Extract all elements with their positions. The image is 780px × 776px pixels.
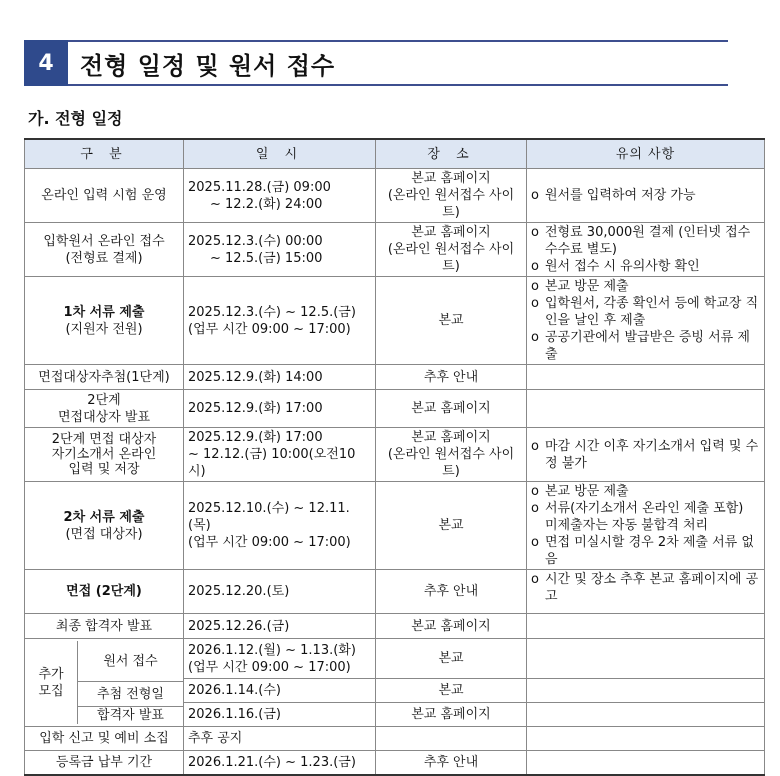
row-notes	[527, 679, 765, 703]
row-notes	[527, 223, 765, 277]
row-category	[25, 751, 184, 775]
row-place	[376, 703, 527, 727]
date-line: (업무 시간 09:00 ~ 17:00)	[188, 659, 351, 675]
note-item: o 마감 시간 이후 자기소개서 입력 및 수정 불가	[531, 438, 760, 472]
category-text: 면접대상자추첨(1단계)	[38, 369, 170, 385]
row-place	[376, 751, 527, 775]
category-text: 최종 합격자 발표	[55, 618, 153, 634]
category-text: (전형료 결제)	[65, 250, 143, 266]
date-line: ~ 12.12.(금) 10:00(오전10시)	[188, 447, 356, 479]
row-place	[376, 390, 527, 428]
note-item: o 본교 방문 제출	[531, 483, 760, 500]
row-notes	[527, 365, 765, 390]
additional-category: 합격자 발표	[97, 708, 164, 723]
category-text: 2차 서류 제출	[63, 509, 145, 525]
row-notes	[527, 428, 765, 482]
date-line: 2025.12.9.(화) 14:00	[188, 369, 323, 385]
place-line: 본교 홈페이지	[411, 430, 491, 445]
category-text: (지원자 전원)	[65, 321, 143, 337]
date-line: 2026.1.16.(금)	[188, 707, 281, 722]
place-line: 본교	[438, 651, 464, 666]
note-item: o 서류(자기소개서 온라인 제출 포함) 미제출자는 자동 불합격 처리	[531, 500, 760, 534]
col-category: 구 분	[25, 139, 184, 169]
row-date	[184, 223, 376, 277]
row-place	[376, 169, 527, 223]
row-place	[376, 639, 527, 679]
table-row	[25, 482, 765, 570]
place-line: 본교	[438, 683, 464, 698]
date-line: (업무 시간 09:00 ~ 17:00)	[188, 535, 351, 550]
category-text: 1차 서류 제출	[63, 304, 145, 320]
row-date	[184, 614, 376, 639]
row-notes	[527, 482, 765, 570]
row-date	[184, 365, 376, 390]
row-place	[376, 570, 527, 614]
row-date	[184, 679, 376, 703]
row-date	[184, 703, 376, 727]
table-row	[25, 570, 765, 614]
col-date: 일 시	[184, 139, 376, 169]
date-line: 2025.11.28.(금) 09:00	[188, 179, 331, 195]
place-line: (온라인 원서접수 사이트)	[387, 242, 515, 274]
note-item: o 본교 방문 제출	[531, 278, 760, 295]
row-category	[25, 277, 184, 365]
col-notes: 유의 사항	[527, 139, 765, 169]
place-line: (온라인 원서접수 사이트)	[387, 447, 515, 479]
row-notes	[527, 703, 765, 727]
category-text: 입학원서 온라인 접수	[43, 233, 165, 249]
table-row	[25, 639, 765, 679]
subsection-title: 가. 전형 일정	[28, 109, 123, 128]
date-line: 추후 공지	[188, 731, 243, 746]
place-line: 본교	[438, 313, 464, 328]
header-top-rule	[68, 40, 728, 42]
row-notes	[527, 390, 765, 428]
row-category	[25, 169, 184, 223]
category-text: 2단계	[87, 392, 121, 408]
row-notes	[527, 727, 765, 751]
category-text: 입학 신고 및 예비 소집	[39, 731, 169, 746]
place-line: 본교 홈페이지	[411, 618, 491, 634]
row-notes	[527, 614, 765, 639]
additional-label-line: 모집	[38, 683, 64, 699]
row-notes	[527, 277, 765, 365]
row-place	[376, 614, 527, 639]
row-date	[184, 570, 376, 614]
note-item: o 공공기관에서 발급받은 증빙 서류 제출	[531, 329, 760, 363]
category-text: (면접 대상자)	[65, 526, 143, 542]
row-category	[25, 223, 184, 277]
table-row	[25, 223, 765, 277]
row-date	[184, 751, 376, 775]
date-line: ~ 12.2.(화) 24:00	[210, 196, 323, 212]
table-header-row	[25, 139, 765, 169]
place-line: 본교 홈페이지	[411, 171, 491, 186]
additional-label	[25, 641, 78, 724]
date-line: 2025.12.9.(화) 17:00	[188, 401, 323, 416]
table-row	[25, 169, 765, 223]
place-line: 본교 홈페이지	[411, 225, 491, 240]
category-text: 자기소개서 온라인	[51, 447, 157, 462]
note-item: o 원서 접수 시 유의사항 확인	[531, 258, 760, 275]
row-date	[184, 639, 376, 679]
place-line: 본교 홈페이지	[411, 707, 491, 722]
row-category	[25, 428, 184, 482]
row-place	[376, 365, 527, 390]
row-place	[376, 727, 527, 751]
row-category	[25, 482, 184, 570]
date-line: 2025.12.3.(수) 00:00	[188, 233, 323, 249]
header-bottom-rule	[68, 84, 728, 86]
category-text: 면접대상자 발표	[57, 409, 151, 425]
table-row	[25, 727, 765, 751]
date-line: 2025.12.9.(화) 17:00	[188, 430, 323, 445]
note-item: o 원서를 입력하여 저장 가능	[531, 187, 760, 204]
place-line: (온라인 원서접수 사이트)	[387, 188, 515, 220]
category-text: 2단계 면접 대상자	[51, 432, 157, 447]
note-item: o 면접 미실시할 경우 2차 제출 서류 없음	[531, 534, 760, 568]
row-category	[25, 614, 184, 639]
row-date	[184, 727, 376, 751]
category-text: 입력 및 저장	[68, 462, 140, 477]
row-place	[376, 223, 527, 277]
note-item: o 시간 및 장소 추후 본교 홈페이지에 공고	[531, 571, 760, 605]
row-category	[25, 390, 184, 428]
section-title: 전형 일정 및 원서 접수	[80, 52, 336, 80]
section-number: 4	[24, 40, 68, 86]
additional-category: 원서 접수	[78, 641, 183, 682]
table-row	[25, 428, 765, 482]
row-notes	[527, 639, 765, 679]
row-date	[184, 428, 376, 482]
row-place	[376, 482, 527, 570]
row-date	[184, 277, 376, 365]
row-notes	[527, 169, 765, 223]
row-date	[184, 482, 376, 570]
table-row	[25, 365, 765, 390]
date-line: (업무 시간 09:00 ~ 17:00)	[188, 321, 351, 337]
additional-category: 추첨 전형일	[78, 682, 183, 707]
note-item: o 입학원서, 각종 확인서 등에 학교장 직인을 날인 후 제출	[531, 295, 760, 329]
date-line: 2025.12.3.(수) ~ 12.5.(금)	[188, 304, 356, 320]
additional-label-line: 추가	[38, 666, 64, 682]
date-line: 2025.12.10.(수) ~ 12.11.(목)	[188, 501, 350, 533]
date-line: 2026.1.12.(월) ~ 1.13.(화)	[188, 642, 356, 658]
table-row	[25, 277, 765, 365]
row-place	[376, 679, 527, 703]
place-line: 추후 안내	[423, 369, 479, 385]
note-item: o 전형료 30,000원 결제 (인터넷 접수 수수료 별도)	[531, 224, 760, 258]
table-row	[25, 751, 765, 775]
row-category	[25, 727, 184, 751]
place-line: 본교	[438, 518, 464, 533]
place-line: 추후 안내	[423, 754, 479, 770]
row-category	[25, 365, 184, 390]
table-row	[25, 390, 765, 428]
date-line: ~ 12.5.(금) 15:00	[210, 250, 323, 266]
date-line: 2025.12.20.(토)	[188, 584, 290, 599]
additional-group	[25, 639, 184, 727]
schedule-table	[24, 138, 765, 776]
col-place: 장 소	[376, 139, 527, 169]
row-place	[376, 428, 527, 482]
row-notes	[527, 751, 765, 775]
date-line: 2025.12.26.(금)	[188, 618, 290, 634]
place-line: 본교 홈페이지	[411, 401, 491, 416]
row-date	[184, 390, 376, 428]
table-row	[25, 614, 765, 639]
row-category	[25, 570, 184, 614]
row-place	[376, 277, 527, 365]
date-line: 2026.1.14.(수)	[188, 683, 281, 698]
category-text: 면접 (2단계)	[66, 584, 142, 599]
category-text: 등록금 납부 기간	[55, 754, 153, 770]
row-date	[184, 169, 376, 223]
category-text: 온라인 입력 시험 운영	[41, 188, 167, 203]
row-notes	[527, 570, 765, 614]
date-line: 2026.1.21.(수) ~ 1.23.(금)	[188, 754, 356, 770]
place-line: 추후 안내	[423, 584, 479, 599]
